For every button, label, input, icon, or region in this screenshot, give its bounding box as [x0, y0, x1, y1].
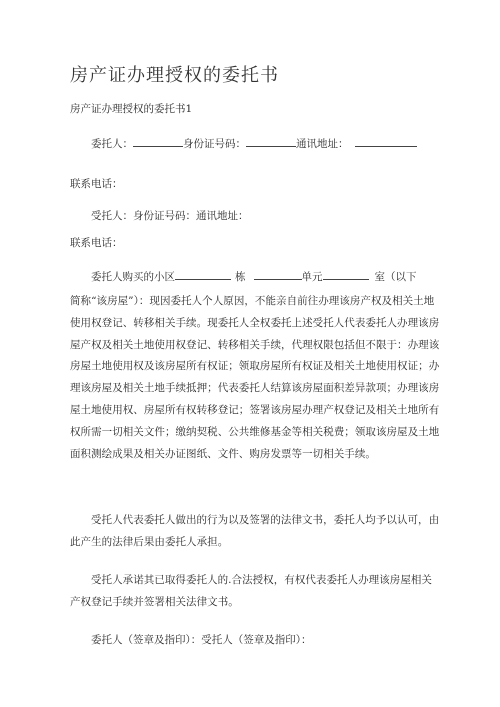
principal-label: 委托人： — [91, 138, 133, 150]
paragraph-line: 理该房屋及相关土地手续抵押；代表委托人结算该房屋面积差异款项；办理该房 — [70, 382, 440, 395]
paragraph-line: 简称“该房屋”）：现因委托人个人原因，不能亲自前往办理该房产权及相关土地 — [70, 295, 435, 307]
paragraph-line: 产权登记手续并签署相关法律文书。 — [70, 595, 239, 608]
agent-phone-line: 联系电话： — [70, 237, 123, 249]
liability-paragraph — [70, 510, 440, 554]
community-blank — [175, 269, 231, 280]
paragraph-line: 使用权登记、转移相关手续。现委托人全权委托上述受托人代表委托人办理该房 — [70, 316, 440, 329]
paragraph-line: 屋产权及相关土地使用权登记、转移相关手续，代理权限包括但不限于：办理该 — [70, 338, 440, 351]
principal-id-blank — [246, 136, 296, 147]
principal-name-blank — [133, 136, 183, 147]
principal-info-line — [91, 136, 417, 151]
paragraph-line: 受托人承诺其已取得委托人的.合法授权，有权代表委托人办理该房屋相关 — [91, 574, 432, 586]
building-blank — [254, 269, 302, 280]
room-label: 室（以下 — [374, 271, 417, 283]
paragraph-line: 此产生的法律后果由委托人承担。 — [70, 535, 229, 548]
principal-phone-line: 联系电话： — [70, 178, 123, 190]
paragraph-line: 房屋土地使用权及该房屋所有权证；领取房屋所有权证及相关土地使用权证；办 — [70, 360, 440, 373]
property-line — [91, 269, 417, 284]
unit-blank — [323, 269, 369, 280]
building-label: 栋 — [235, 271, 246, 283]
signature-line: 委托人（签章及指印）：受托人（签章及指印）： — [91, 634, 312, 646]
principal-address-label: 通讯地址： — [296, 138, 349, 150]
document-title: 房产证办理授权的委托书 — [70, 65, 279, 86]
property-prefix: 委托人购买的小区 — [91, 271, 175, 283]
paragraph-line: 受托人代表委托人做出的行为以及签署的法律文书，委托人均予以认可，由 — [91, 514, 440, 526]
unit-label: 单元 — [301, 271, 323, 283]
agent-info-line: 受托人：身份证号码：通讯地址： — [91, 210, 249, 222]
principal-id-label: 身份证号码： — [183, 138, 246, 150]
paragraph-line: 面积测绘成果及相关办证图纸、文件、购房发票等一切相关手续。 — [70, 447, 376, 460]
paragraph-line: 权所需一切相关文件；缴纳契税、公共维修基金等相关税费；领取该房屋及土地 — [70, 425, 440, 438]
document-subtitle: 房产证办理授权的委托书1 — [70, 103, 193, 115]
commitment-paragraph — [70, 570, 440, 614]
property-paragraph — [70, 291, 440, 465]
paragraph-line: 屋土地使用权、房屋所有权转移登记；签署该房屋办理产权登记及相关土地所有 — [70, 403, 440, 416]
principal-address-blank — [355, 136, 417, 147]
